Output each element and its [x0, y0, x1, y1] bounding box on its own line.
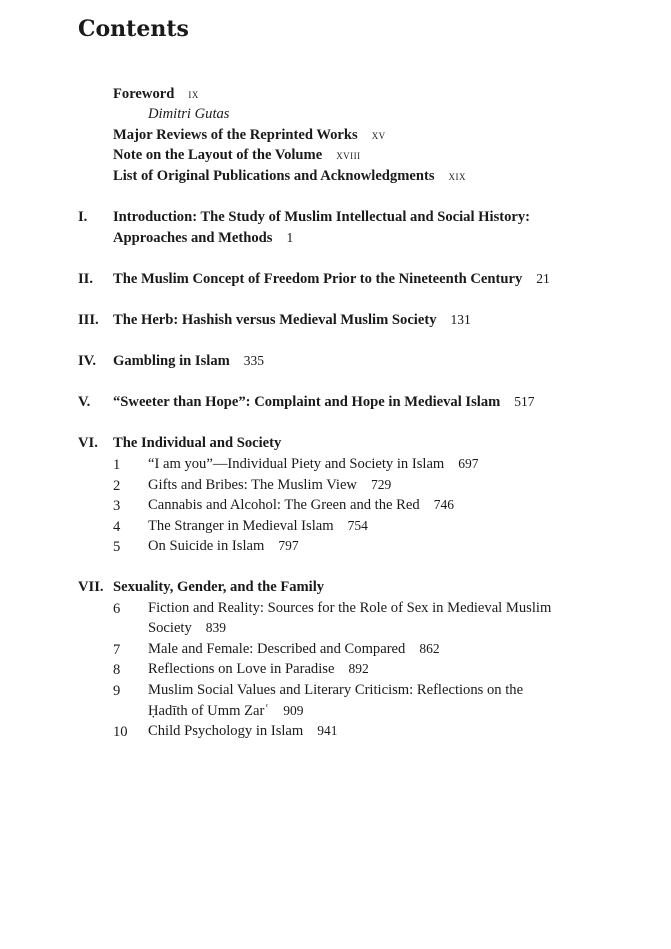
chapter-title: Child Psychology in Islam — [148, 723, 304, 739]
entry-page: 729 — [370, 477, 392, 492]
toc-chapter-6[interactable] — [148, 600, 551, 617]
entry-title: Major Reviews of the Reprinted Works — [113, 127, 358, 143]
chapter-number: 7 — [113, 642, 121, 658]
toc-part-2[interactable] — [113, 271, 550, 288]
part-numeral: II. — [78, 271, 94, 287]
toc-chapter-5[interactable] — [148, 538, 299, 555]
chapter-number: 2 — [113, 478, 121, 494]
part-numeral: IV. — [78, 353, 96, 369]
toc-chapter-9-cont[interactable] — [148, 703, 303, 720]
chapter-title: Gifts and Bribes: The Muslim View — [148, 477, 357, 493]
entry-page: xv — [371, 127, 386, 142]
entry-page: xviii — [336, 147, 361, 162]
entry-page: 862 — [419, 641, 440, 656]
entry-page: xix — [448, 168, 467, 183]
part-numeral: I. — [78, 209, 88, 225]
chapter-title: The Stranger in Medieval Islam — [148, 518, 334, 534]
toc-entry-author — [148, 106, 230, 123]
part-title-line2: Approaches and Methods — [113, 230, 273, 246]
toc-entry-foreword[interactable] — [113, 86, 199, 103]
part-title: Gambling in Islam — [113, 353, 230, 369]
part-numeral: V. — [78, 394, 91, 410]
chapter-title: On Suicide in Islam — [148, 538, 265, 554]
chapter-number: 4 — [113, 519, 121, 535]
page-title: Contents — [78, 16, 189, 42]
toc-part-5[interactable] — [113, 394, 535, 411]
chapter-title: Male and Female: Described and Compared — [148, 641, 406, 657]
part-numeral: VII. — [78, 579, 104, 595]
part-numeral: III. — [78, 312, 99, 328]
entry-page: 892 — [348, 661, 369, 676]
entry-page: 754 — [347, 518, 368, 533]
chapter-number: 9 — [113, 683, 121, 699]
entry-page: 909 — [283, 703, 304, 718]
toc-chapter-10[interactable] — [148, 723, 338, 740]
entry-page: 131 — [450, 312, 471, 327]
toc-part-3[interactable] — [113, 312, 471, 329]
entry-page: 697 — [458, 456, 479, 471]
entry-title: Foreword — [113, 86, 175, 102]
toc-entry-publications[interactable] — [113, 168, 466, 185]
chapter-number: 3 — [113, 498, 121, 514]
chapter-title-line2: Ḥadīth of Umm Zarʿ — [148, 703, 270, 719]
entry-title: List of Original Publications and Acknowledgments — [113, 168, 435, 184]
toc-part-1[interactable] — [113, 209, 530, 226]
entry-page: 21 — [536, 271, 550, 286]
chapter-title-line1: Muslim Social Values and Literary Criticism: Reflections on the — [148, 682, 524, 698]
chapter-title: Reflections on Love in Paradise — [148, 661, 335, 677]
chapter-number: 5 — [113, 539, 121, 555]
toc-chapter-8[interactable] — [148, 661, 369, 678]
entry-page: 335 — [243, 353, 265, 368]
entry-page: 941 — [317, 723, 338, 738]
toc-chapter-9[interactable] — [148, 682, 523, 699]
toc-entry-note-layout[interactable] — [113, 147, 361, 164]
toc-chapter-6-cont[interactable] — [148, 620, 226, 637]
entry-page: 1 — [286, 230, 294, 245]
entry-page: 839 — [205, 620, 227, 635]
entry-title: Note on the Layout of the Volume — [113, 147, 323, 163]
part-title: The Herb: Hashish versus Medieval Muslim Society — [113, 312, 437, 328]
chapter-title-line1: Fiction and Reality: Sources for the Role of Sex in Medieval Muslim — [148, 600, 552, 616]
toc-part-6[interactable] — [113, 435, 281, 452]
chapter-title: Cannabis and Alcohol: The Green and the Red — [148, 497, 420, 513]
toc-chapter-2[interactable] — [148, 477, 391, 494]
toc-part-4[interactable] — [113, 353, 264, 370]
part-title: Sexuality, Gender, and the Family — [113, 579, 325, 595]
toc-part-1-cont[interactable] — [113, 230, 293, 247]
chapter-number: 1 — [113, 457, 121, 473]
entry-page: 746 — [433, 497, 454, 512]
entry-author: Dimitri Gutas — [148, 106, 230, 122]
toc-part-7[interactable] — [113, 579, 324, 596]
toc-entry-reviews[interactable] — [113, 127, 386, 144]
chapter-title-line2: Society — [148, 620, 192, 636]
part-numeral: VI. — [78, 435, 98, 451]
entry-page: 517 — [514, 394, 535, 409]
toc-chapter-7[interactable] — [148, 641, 440, 658]
toc-chapter-1[interactable] — [148, 456, 479, 473]
entry-page: 797 — [278, 538, 299, 553]
chapter-number: 6 — [113, 601, 121, 617]
chapter-title: “I am you”—Individual Piety and Society in Islam — [148, 456, 445, 472]
chapter-number: 8 — [113, 662, 121, 678]
part-title-line1: Introduction: The Study of Muslim Intellectual and Social History: — [113, 209, 531, 225]
toc-chapter-4[interactable] — [148, 518, 368, 535]
toc-chapter-3[interactable] — [148, 497, 454, 514]
entry-page: ix — [188, 86, 199, 101]
part-title: “Sweeter than Hope”: Complaint and Hope in Medieval Islam — [113, 394, 501, 410]
chapter-number: 10 — [113, 724, 128, 740]
part-title: The Muslim Concept of Freedom Prior to the Nineteenth Century — [113, 271, 523, 287]
part-title: The Individual and Society — [113, 435, 282, 451]
